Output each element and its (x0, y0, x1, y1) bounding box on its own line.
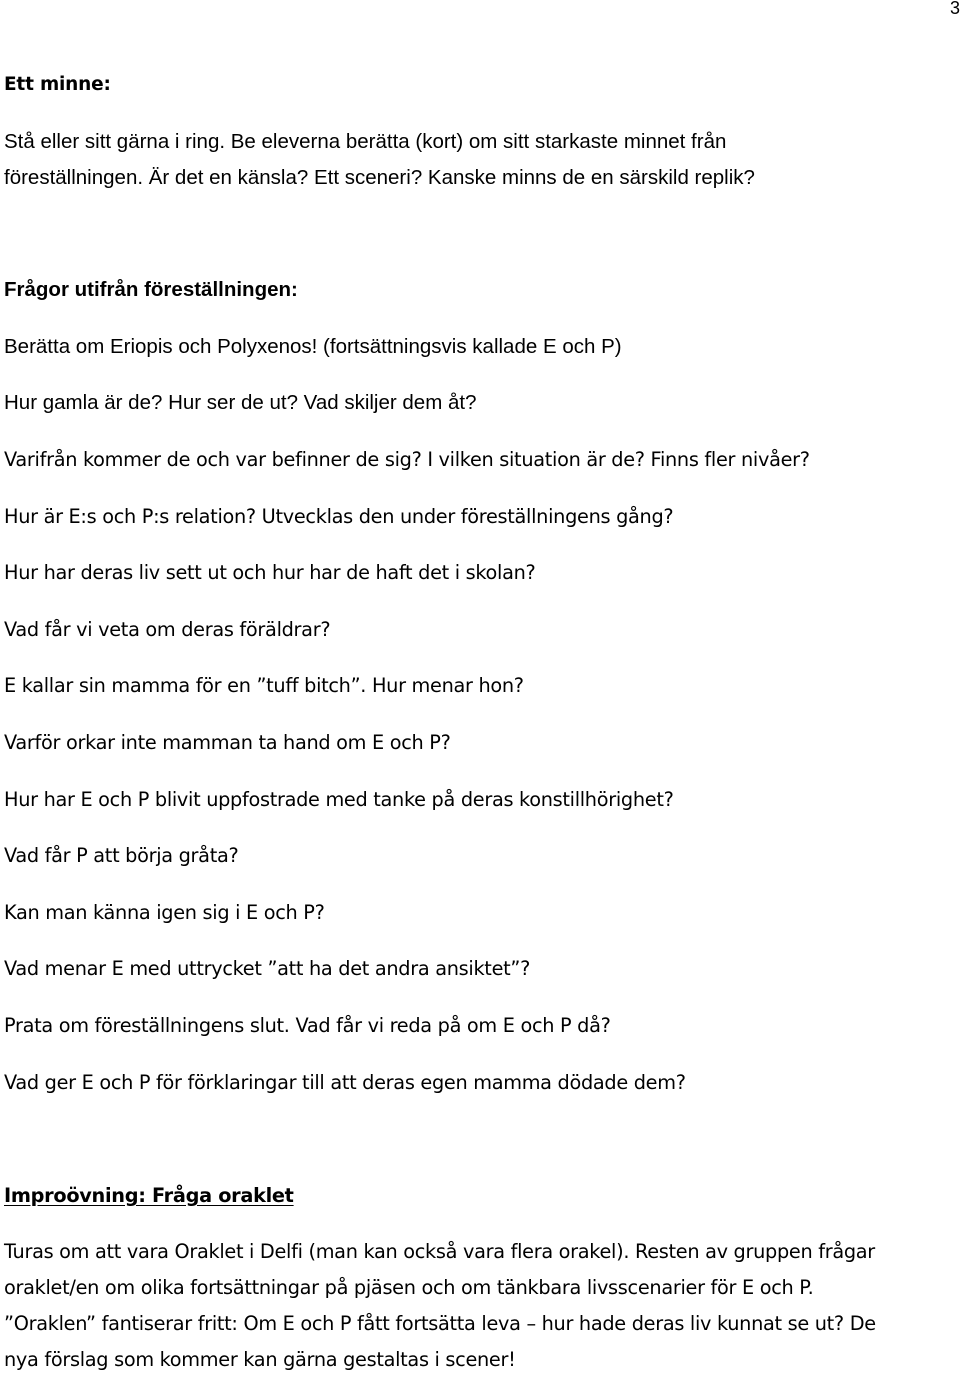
memory-line-1: Stå eller sitt gärna i ring. Be eleverna berätta (kort) om sitt starkaste minnet från (4, 130, 727, 153)
impro-line-2: oraklet/en om olika fortsättningar på pjäsen och om tänkbara livsscenarier för E och P. (4, 1276, 814, 1299)
section-heading-memory: Ett minne: (4, 74, 111, 95)
question-item: E kallar sin mamma för en ”tuff bitch”. Hur menar hon? (4, 674, 524, 697)
question-item: Vad får vi veta om deras föräldrar? (4, 618, 331, 641)
question-item: Berätta om Eriopis och Polyxenos! (fortsättningsvis kallade E och P) (4, 335, 622, 358)
question-item: Varifrån kommer de och var befinner de sig? I vilken situation är de? Finns fler nivåer? (4, 448, 810, 471)
impro-line-3: ”Oraklen” fantiserar fritt: Om E och P fått fortsätta leva – hur hade deras liv kunnat se ut? De (4, 1312, 876, 1335)
question-item: Hur är E:s och P:s relation? Utvecklas den under föreställningens gång? (4, 505, 674, 528)
question-item: Hur gamla är de? Hur ser de ut? Vad skiljer dem åt? (4, 391, 477, 414)
section-heading-impro: Improövning: Fråga oraklet (4, 1184, 294, 1207)
question-item: Prata om föreställningens slut. Vad får vi reda på om E och P då? (4, 1014, 611, 1037)
question-item: Kan man känna igen sig i E och P? (4, 901, 325, 924)
memory-line-2: föreställningen. Är det en känsla? Ett sceneri? Kanske minns de en särskild replik? (4, 166, 755, 189)
page-number: 3 (949, 0, 960, 18)
question-item: Varför orkar inte mamman ta hand om E och P? (4, 731, 451, 754)
impro-line-4: nya förslag som kommer kan gärna gestaltas i scener! (4, 1348, 516, 1371)
impro-line-1: Turas om att vara Oraklet i Delfi (man kan också vara flera orakel). Resten av gruppen frågar (4, 1240, 875, 1263)
question-item: Vad ger E och P för förklaringar till att deras egen mamma dödade dem? (4, 1071, 686, 1094)
question-item: Hur har E och P blivit uppfostrade med tanke på deras konstillhörighet? (4, 788, 674, 811)
section-heading-questions: Frågor utifrån föreställningen: (4, 278, 298, 301)
question-item: Hur har deras liv sett ut och hur har de haft det i skolan? (4, 561, 536, 584)
question-item: Vad menar E med uttrycket ”att ha det andra ansiktet”? (4, 957, 531, 980)
question-item: Vad får P att börja gråta? (4, 844, 239, 867)
